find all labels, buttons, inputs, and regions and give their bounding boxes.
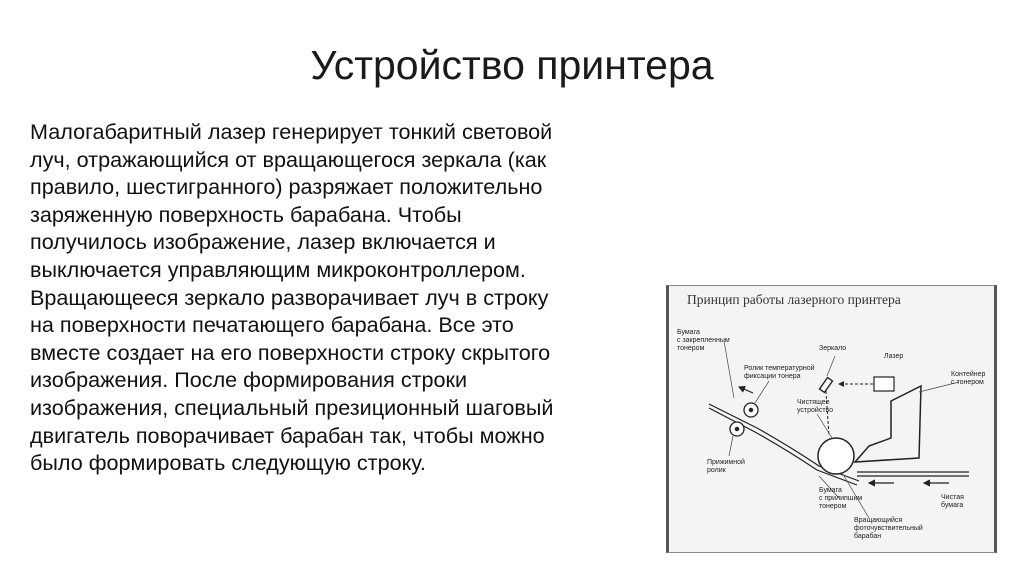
label-drum: фоточувствительный (854, 525, 923, 532)
text-line: правило, шестигранного) разряжает положительно (30, 174, 543, 200)
label-container: с тонером (951, 379, 984, 386)
label-cleaner: устройство (797, 407, 834, 414)
label-paper-toner: с прилипшим (819, 495, 863, 502)
text-line: изображения. После формирования строки (30, 367, 468, 393)
diagram-title: Принцип работы лазерного принтера (687, 292, 901, 307)
text-line: луч, отражающийся от вращающегося зеркала (как (30, 146, 547, 172)
label-mirror: Зеркало (819, 345, 847, 352)
label-drum: Вращающийся (854, 517, 903, 524)
label-pressure: ролик (707, 467, 726, 474)
text-line: было формировать следующую строку. (30, 450, 426, 476)
label-clean-paper: бумага (941, 502, 964, 509)
label-drum: барабан (854, 533, 882, 540)
toner-container-icon (855, 386, 921, 462)
label-clean-paper: Чистая (941, 494, 964, 501)
text-line: выключается управляющим микроконтроллером. (30, 256, 526, 282)
text-line: вместе создает на его поверхности строку скрытого (30, 339, 551, 365)
drum-icon (818, 438, 854, 474)
text-line: Вращающееся зеркало разворачивает луч в строку (30, 284, 549, 310)
text-line: заряженную поверхность барабана. Чтобы (30, 201, 462, 227)
label-pressure: Прижимной (707, 459, 745, 466)
mirror-icon (820, 378, 833, 393)
description-text (30, 118, 660, 477)
label-paper-fixed: с закрепленным (677, 337, 730, 344)
text-line: двигатель поворачивает барабан так, чтобы можно (30, 422, 545, 448)
pressure-roller-icon (730, 422, 744, 436)
label-fuser: фиксации тонера (744, 373, 801, 380)
label-paper-toner: тонером (819, 503, 847, 510)
label-paper-fixed: тонером (677, 345, 705, 352)
label-paper-fixed: Бумага (677, 329, 700, 336)
diagram-drawing (669, 286, 994, 552)
fuser-roller-icon (744, 403, 758, 417)
text-line: изображения, специальный презиционный шаговый (30, 394, 554, 420)
label-cleaner: Чистящее (797, 399, 830, 406)
label-laser: Лазер (884, 353, 904, 360)
label-fuser: Ролик температурной (744, 365, 815, 372)
slide-title: Устройство принтера (310, 42, 714, 88)
text-line: получилось изображение, лазер включается и (30, 229, 496, 255)
text-line: на поверхности печатающего барабана. Все это (30, 312, 514, 338)
text-line: Малогабаритный лазер генерирует тонкий световой (30, 119, 553, 144)
laser-icon (874, 377, 894, 391)
laser-printer-diagram (666, 285, 997, 553)
label-container: Контейнер (951, 371, 986, 378)
label-paper-toner: Бумага (819, 487, 842, 494)
